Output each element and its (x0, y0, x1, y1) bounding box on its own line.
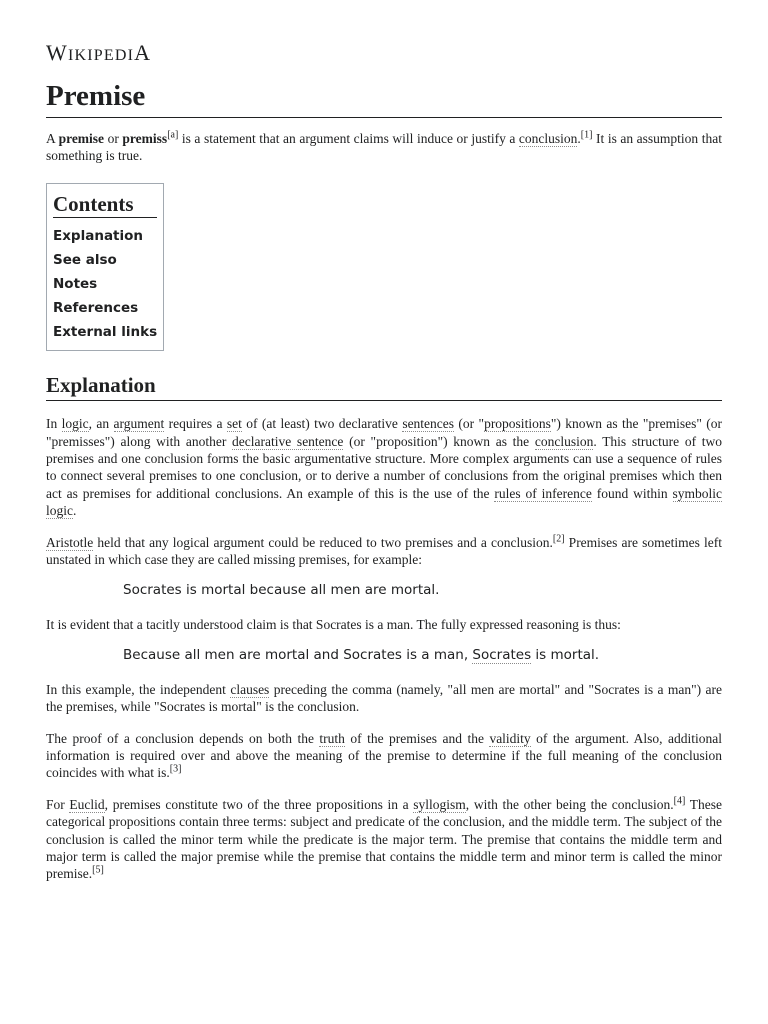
explanation-paragraph-1: In logic, an argument requires a set of (at least) two declarative sentences (or "propositions") known as the "premises" (or "premisses") along with another declarative sentence (or "proposition") known as the conclusion. This structure of two premises and one conclusion forms the basic argumentative structure. More complex arguments can use a sequence of rules to connect several premises to one conclusion, or to derive a number of conclusions from the original premises which then act as premises for additional conclusions. An example of this is the use of the rules of inference found within symbolic logic. (46, 416, 723, 519)
link-argument[interactable]: argument (113, 416, 165, 432)
example-quote-1: Socrates is mortal because all men are mortal. (123, 582, 440, 599)
toc-title: Contents (53, 196, 157, 218)
link-conclusion[interactable]: conclusion (518, 131, 578, 146)
toc-item-notes[interactable]: Notes (53, 276, 98, 293)
link-validity[interactable]: validity (489, 730, 531, 746)
ref-5[interactable]: [5] (92, 864, 104, 876)
link-sentences[interactable]: sentences (402, 416, 455, 432)
link-socrates[interactable]: Socrates (472, 647, 532, 664)
link-declarative-sentence[interactable]: declarative sentence (232, 433, 344, 449)
section-heading-explanation: Explanation (46, 371, 722, 401)
table-of-contents (46, 183, 164, 351)
link-aristotle[interactable]: Aristotle (46, 534, 94, 550)
link-conclusion-2[interactable]: conclusion (534, 433, 594, 449)
page-title: Premise (46, 78, 722, 118)
link-clauses[interactable]: clauses (230, 681, 270, 697)
ref-1[interactable]: [1] (580, 129, 593, 141)
toc-item-see-also[interactable]: See also (53, 252, 117, 269)
wikipedia-logo[interactable]: WIKIPEDIA (46, 40, 152, 65)
explanation-paragraph-3: It is evident that a tacitly understood claim is that Socrates is a man. The fully expressed reasoning is thus: (46, 616, 621, 632)
note-a[interactable]: [a] (167, 129, 179, 141)
explanation-paragraph-5: The proof of a conclusion depends on both the truth of the premises and the validity of the argument. Also, additional information is required over and above the meaning of the premise to determine if the full meaning of the conclusion coincides with what is.[3] (46, 730, 722, 781)
ref-3[interactable]: [3] (169, 763, 182, 775)
link-syllogism[interactable]: syllogism (413, 796, 466, 812)
explanation-paragraph-2: Aristotle held that any logical argument could be reduced to two premises and a conclusion.[2] Premises are sometimes left unstated in which case they are called missing premises, for example: (46, 533, 722, 568)
link-symbolic-logic[interactable]: symbolic logic (46, 485, 722, 519)
link-propositions[interactable]: propositions (484, 416, 551, 432)
link-set[interactable]: set (226, 416, 242, 432)
ref-4[interactable]: [4] (673, 795, 686, 807)
toc-item-references[interactable]: References (53, 300, 139, 317)
link-rules-of-inference[interactable]: rules of inference (494, 485, 592, 501)
ref-2[interactable]: [2] (552, 533, 565, 545)
explanation-paragraph-4: In this example, the independent clauses preceding the comma (namely, "all men are mortal" and "Socrates is a man") are the premises, while "Socrates is mortal" is the conclusion. (46, 681, 723, 715)
link-euclid[interactable]: Euclid (69, 796, 105, 812)
link-truth[interactable]: truth (319, 730, 345, 746)
article-body (46, 130, 722, 897)
intro-paragraph: A premise or premiss[a] is a statement that an argument claims will induce or justify a conclusion.[1] It is an assumption that something is true. (46, 129, 722, 164)
explanation-paragraph-6: For Euclid, premises constitute two of the three propositions in a syllogism, with the other being the conclusion.[4] These categorical propositions contain three terms: subject and predicate of the conclusion, and the middle term. The subject of the conclusion is called the minor term while the predicate is the major term. The premise that contains the middle term and major term is called the major premise while the premise that contains the middle term and minor term is called the minor premise.[5] (46, 795, 722, 882)
toc-item-explanation[interactable]: Explanation (53, 228, 144, 245)
example-quote-2: Because all men are mortal and Socrates is a man, Socrates is mortal. (123, 647, 600, 664)
link-logic[interactable]: logic (61, 416, 89, 432)
toc-item-external-links[interactable]: External links (53, 324, 158, 341)
